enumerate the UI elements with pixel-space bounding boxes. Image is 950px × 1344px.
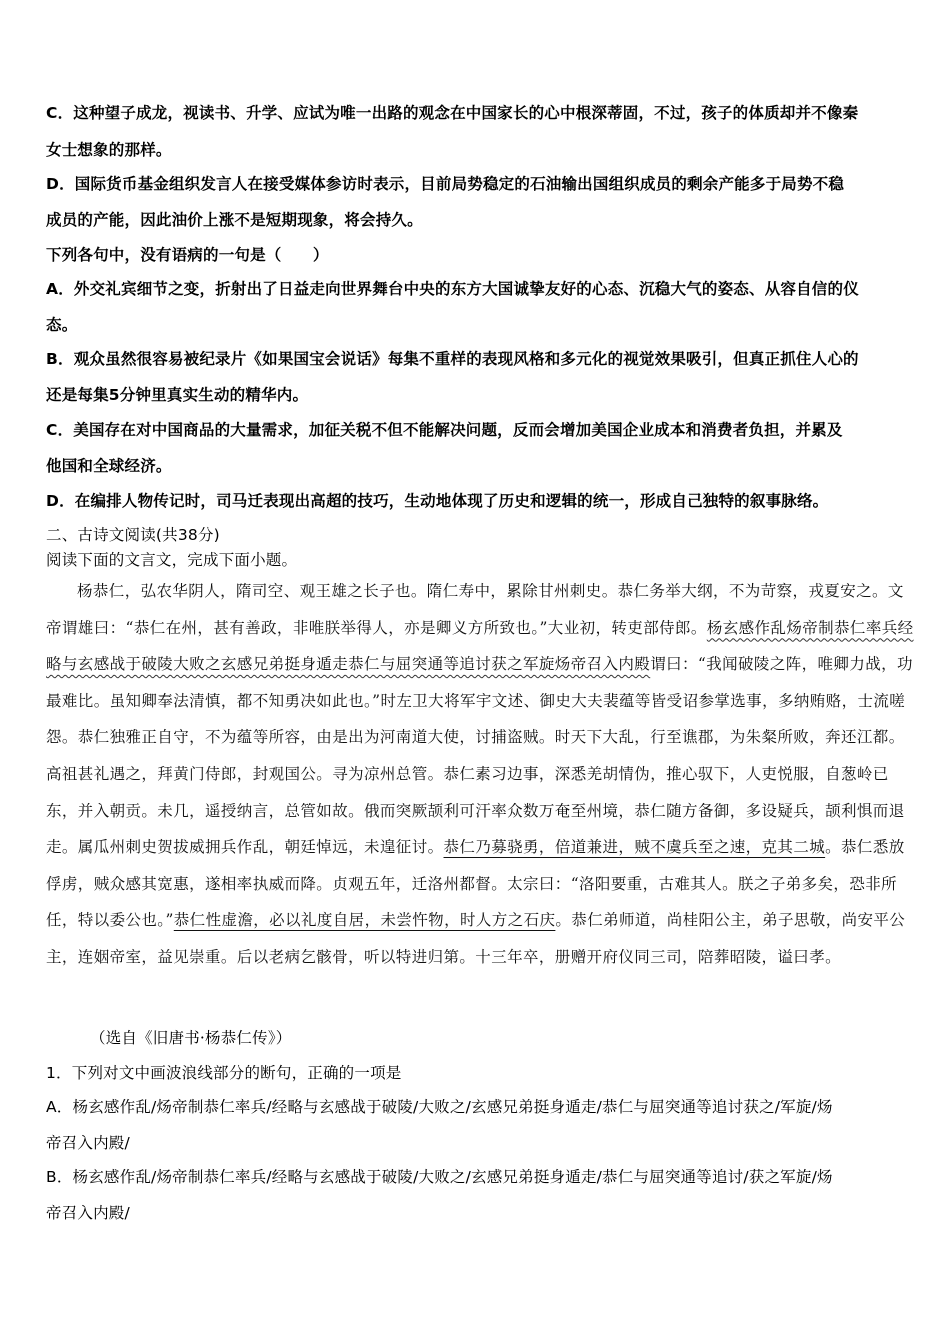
option-a-line2: 态。 [46, 316, 78, 334]
passage-part-2: 谓曰：“我闻破陵之阵，唯卿力战，功最难比。虽知卿奉法清慎，都不知勇决如此也。”时左卫大将军宇文述、御史大夫裴蕴等皆受诏参掌选事，多纳贿赂，士流嗟怨。恭仁独雅正自守，不为蕴等所容，由是出为河南道大使，讨捕盗贼。时天下大乱，行至谯郡，为朱粲所败，奔还江都。高祖甚礼遇之，拜黄门侍郎，封观国公。寻为凉州总管。恭仁素习边事，深悉羌胡情伪，推心驭下，人吏悦服，自葱岭已东，并入朝贡。未几，遥授纳言，总管如故。俄而突厥颉利可汗率众数万奄至州境，恭仁随方备御，多设疑兵，颉利惧而退走。属瓜州刺史贺拔威拥兵作乱，朝廷悼远，未遑征讨。 [46, 655, 913, 857]
wavy-underlined-passage: 杨玄感作乱炀帝制恭仁率兵经略与玄感战于破陵大败之玄感兄弟挺身遁走恭仁与屈突通等追讨获之军旋炀帝召入内殿 [46, 618, 914, 674]
question-stem: 下列各句中，没有语病的一句是（ ） [46, 246, 329, 264]
option-b-line1: B．观众虽然很容易被纪录片《如果国宝会说话》每集不重样的表现风格和多元化的视觉效果吸引，但真正抓住人心的 [46, 350, 859, 368]
prev-option-d-line1: D．国际货币基金组织发言人在接受媒体参访时表示，目前局势稳定的石油输出国组织成员的剩余产能多于局势不稳 [46, 175, 845, 193]
option-c-line1: C．美国存在对中国商品的大量需求，加征关税不但不能解决问题，反而会增加美国企业成本和消费者负担，并累及 [46, 421, 843, 439]
underlined-sentence-1: 恭仁乃募骁勇，倍道兼进，贼不虞兵至之速，克其二城 [443, 838, 826, 857]
section-instruction: 阅读下面的文言文，完成下面小题。 [46, 551, 298, 569]
prev-option-c-line1: C．这种望子成龙，视读书、升学、应试为唯一出路的观念在中国家长的心中根深蒂固，不过，孩子的体质却并不像秦 [46, 104, 859, 122]
prev-option-d-line2: 成员的产能，因此油价上涨不是短期现象，将会持久。 [46, 211, 423, 229]
prev-option-c-line2: 女士想象的那样。 [46, 141, 172, 159]
q1-option-b-line1: B．杨玄感作乱/炀帝制恭仁率兵/经略与玄感战于破陵/大败之/玄感兄弟挺身遁走/恭仁与屈突通等追讨/获之军旋/炀 [46, 1168, 833, 1186]
option-b-line2: 还是每集5分钟里真实生动的精华内。 [46, 386, 309, 404]
option-c-line2: 他国和全球经济。 [46, 457, 172, 475]
passage-part-1: 杨恭仁，弘农华阴人，隋司空、观王雄之长子也。隋仁寿中，累除甘州刺史。恭仁务举大纲，不为苛察，戎夏安之。文帝谓雄曰：“恭仁在州，甚有善政，非唯朕举得人，亦是卿义方所致也。”大业初，转吏部侍郎。 [46, 582, 904, 637]
classical-passage [46, 573, 918, 976]
passage-part-4: 。恭仁弟师道，尚桂阳公主，弟子思敬，尚安平公主，连姻帝室，益见崇重。后以老病乞骸骨，听以特进归第。十三年卒，册赠开府仪同三司，陪葬昭陵，谥曰孝。 [46, 911, 906, 966]
option-d-line1: D．在编排人物传记时，司马迁表现出高超的技巧，生动地体现了历史和逻辑的统一，形成自己独特的叙事脉络。 [46, 492, 829, 510]
q1-option-a-line1: A．杨玄感作乱/炀帝制恭仁率兵/经略与玄感战于破陵/大败之/玄感兄弟挺身遁走/恭仁与屈突通等追讨获之/军旋/炀 [46, 1098, 833, 1116]
passage-source: （选自《旧唐书·杨恭仁传》） [90, 1029, 292, 1047]
passage-part-3: 。恭仁悉放俘虏，贼众感其宽惠，遂相率执威而降。贞观五年，迁洛州都督。太宗曰：“洛阳要重，古难其人。朕之子弟多矣，恐非所任，特以委公也。” [46, 838, 905, 930]
option-a-line1: A．外交礼宾细节之变，折射出了日益走向世界舞台中央的东方大国诚挚友好的心态、沉稳大气的姿态、从容自信的仪 [46, 280, 859, 298]
section-heading: 二、古诗文阅读(共38分) [46, 526, 220, 544]
q1-option-b-line2: 帝召入内殿/ [46, 1204, 130, 1222]
q1-option-a-line2: 帝召入内殿/ [46, 1134, 130, 1152]
q1-stem: 1．下列对文中画波浪线部分的断句，正确的一项是 [46, 1064, 402, 1082]
underlined-sentence-2: 恭仁性虚澹，必以礼度自居，未尝忤物，时人方之石庆 [173, 911, 556, 930]
